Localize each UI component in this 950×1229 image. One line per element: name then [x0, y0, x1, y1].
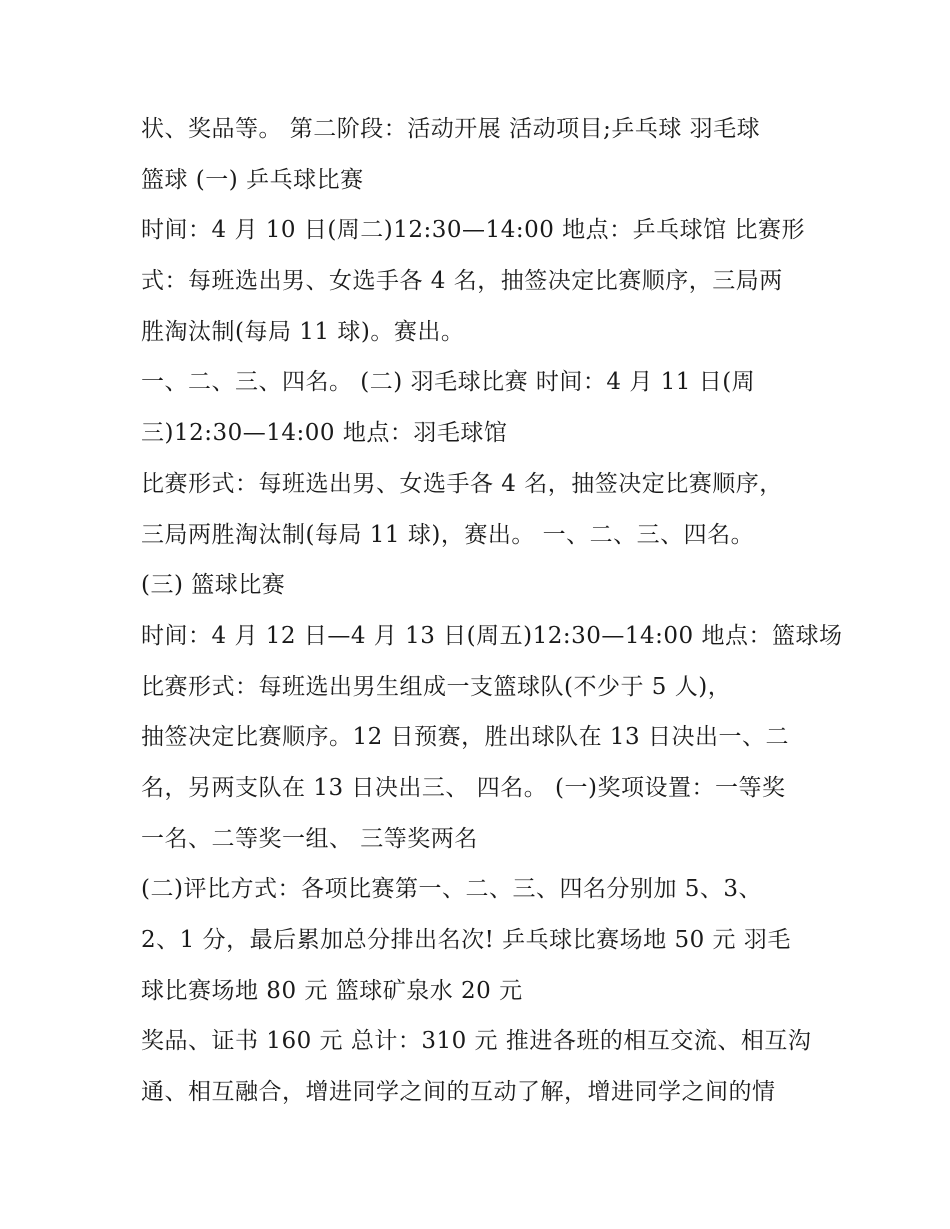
text-line: 球比赛场地 80 元 篮球矿泉水 20 元 [141, 977, 523, 1004]
body-text [141, 104, 841, 1118]
text-line: 奖品、证书 160 元 总计：310 元 推进各班的相互交流、相互沟 [141, 1028, 812, 1055]
text-line: 胜淘汰制(每局 11 球)。赛出。 [141, 318, 465, 345]
text-line: 一名、二等奖一组、 三等奖两名 [141, 825, 478, 852]
text-line: 篮球 (一) 乒乓球比赛 [141, 166, 364, 193]
text-line: (二)评比方式：各项比赛第一、二、三、四名分别加 5、3、 [141, 876, 763, 903]
text-line: 名，另两支队在 13 日决出三、 四名。 (一)奖项设置：一等奖 [141, 774, 786, 801]
text-line: 状、奖品等。 第二阶段：活动开展 活动项目;乒乓球 羽毛球 [141, 116, 761, 142]
text-line: 三局两胜淘汰制(每局 11 球)，赛出。 一、二、三、四名。 [141, 521, 755, 548]
text-line: 比赛形式：每班选出男、女选手各 4 名，抽签决定比赛顺序， [141, 470, 783, 497]
text-line: 一、二、三、四名。 (二) 羽毛球比赛 时间：4 月 11 日(周 [141, 369, 756, 396]
text-line: 通、相互融合，增进同学之间的互动了解，增进同学之间的情 [141, 1079, 776, 1106]
text-line: 三)12:30—14:00 地点：羽毛球馆 [141, 420, 508, 447]
text-line: 比赛形式：每班选出男生组成一支篮球队(不少于 5 人)， [141, 673, 732, 700]
text-line: 时间：4 月 10 日(周二)12:30—14:00 地点：乒乓球馆 比赛形 [141, 217, 805, 244]
text-line: 式：每班选出男、女选手各 4 名，抽签决定比赛顺序，三局两 [141, 268, 783, 295]
text-line: (三) 篮球比赛 [141, 572, 286, 599]
text-line: 抽签决定比赛顺序。12 日预赛，胜出球队在 13 日决出一、二 [141, 724, 789, 751]
text-line: 时间：4 月 12 日—4 月 13 日(周五)12:30—14:00 地点：篮球场 [141, 622, 843, 649]
text-line: 2、1 分，最后累加总分排出名次! 乒乓球比赛场地 50 元 羽毛 [141, 927, 791, 953]
